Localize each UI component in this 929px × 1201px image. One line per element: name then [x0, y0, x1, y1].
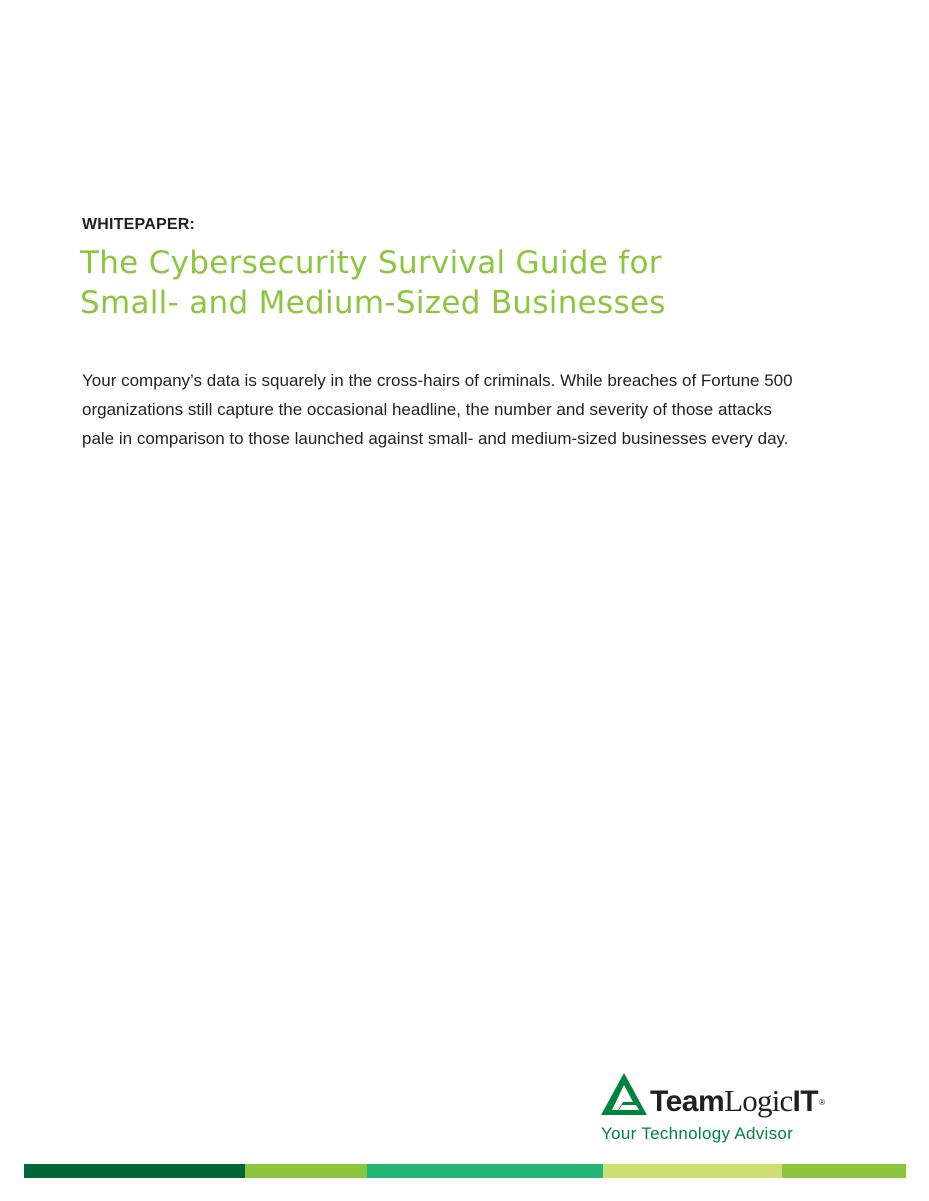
title-line-1: The Cybersecurity Survival Guide for — [80, 245, 662, 281]
teamlogic-logo — [600, 1072, 860, 1148]
title-line-2: Small- and Medium-Sized Businesses — [80, 285, 666, 321]
intro-paragraph — [82, 366, 872, 453]
document-type-label: WHITEPAPER: — [82, 216, 196, 233]
footer-bar-segment — [367, 1164, 603, 1178]
intro-line-1: Your company’s data is squarely in the cross-hairs of criminals. While breaches of Fortune 500 — [82, 371, 793, 390]
intro-line-2: organizations still capture the occasional headline, the number and severity of those attacks — [82, 400, 772, 419]
footer-bar-segment — [24, 1164, 245, 1178]
teamlogic-wordmark — [650, 1085, 825, 1118]
footer-bar-segment — [782, 1164, 906, 1178]
wordmark-logic: Logic — [724, 1083, 793, 1118]
logo-tagline: Your Technology Advisor — [601, 1124, 794, 1143]
registered-mark: ® — [819, 1098, 825, 1107]
intro-line-3: pale in comparison to those launched against small- and medium-sized businesses every day. — [82, 429, 789, 448]
footer-bar-segment — [245, 1164, 367, 1178]
teamlogic-triangle-logo-icon — [600, 1072, 648, 1116]
document-title — [80, 243, 880, 323]
wordmark-team: Team — [650, 1085, 725, 1118]
footer-color-bar — [24, 1164, 906, 1178]
wordmark-it: IT — [792, 1085, 819, 1118]
footer-bar-segment — [603, 1164, 782, 1178]
